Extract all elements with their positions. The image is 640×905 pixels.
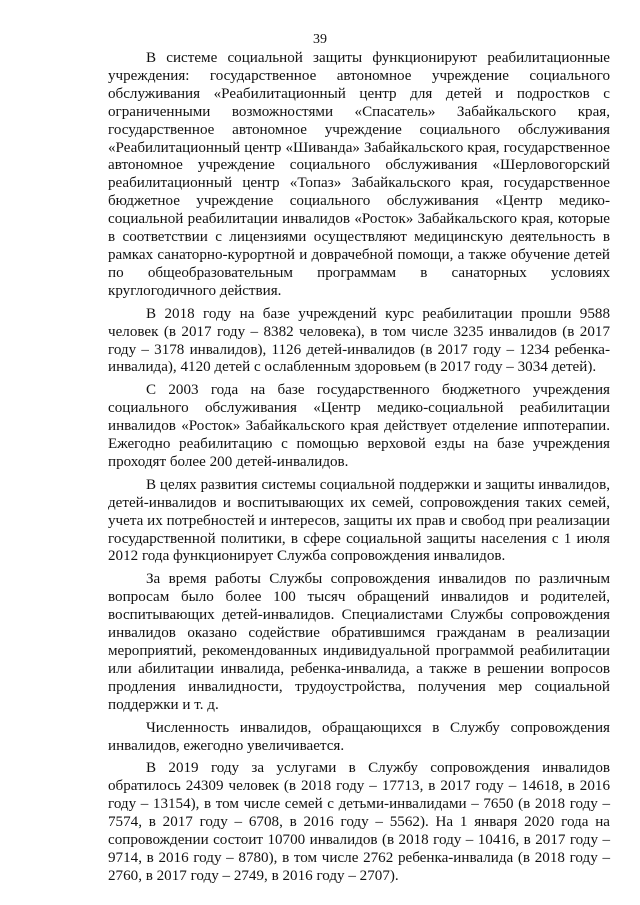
document-body <box>108 50 610 886</box>
paragraph-growth: Численность инвалидов, обращающихся в Службу сопровождения инвалидов, ежегодно увеличивается. <box>108 719 610 754</box>
paragraph-2018-rehab-stats: В 2018 году на базе учреждений курс реабилитации прошли 9588 человек (в 2017 году – 8382 человека), в том числе 3235 инвалидов (в 2017 году – 3178 инвалидов), 1126 детей-инвалидов (в 2017 году – 1234 ребенка-инвалида), 4120 детей с ослабленным здоровьем (в 2017 году – 3034 детей). <box>108 305 610 376</box>
page-number: 39 <box>313 32 327 47</box>
paragraph-2019-stats: В 2019 году за услугами в Службу сопровождения инвалидов обратилось 24309 человек (в 2018 году – 17713, в 2017 году – 14618, в 2016 году – 13154), в том числе семей с детьми-инвалидами – 7650 (в 2018 году – 7574, в 2017 году – 6708, в 2016 году – 5562). На 1 января 2020 года на сопровождении состоит 10700 инвалидов (в 2018 году – 10416, в 2017 году – 9714, в 2016 году – 8780), в том числе 2762 ребенка-инвалида (в 2018 году – 2760, в 2017 году – 2749, в 2016 году – 2707). <box>108 760 610 884</box>
paragraph-service-results: За время работы Службы сопровождения инвалидов по различным вопросам было более 100 тысяч обращений инвалидов и родителей, воспитывающих детей-инвалидов. Специалистами Службы сопровождения инвалидов оказано содействие обратившимся гражданам в реализации мероприятий, рекомендованных индивидуальной программой реабилитации или абилитации инвалида, ребенка-инвалида, а также в решении вопросов продления инвалидности, трудоустройства, получения мер социальной поддержки и т. д. <box>108 571 610 713</box>
paragraph-hippotherapy: С 2003 года на базе государственного бюджетного учреждения социального обслуживания «Центр медико-социальной реабилитации инвалидов «Росток» Забайкальского края действует отделение иппотерапии. Ежегодно реабилитацию с помощью верховой езды на базе учреждения проходят более 200 детей-инвалидов. <box>108 382 610 470</box>
paragraph-rehab-institutions: В системе социальной защиты функционируют реабилитационные учреждения: государственное автономное учреждение социального обслуживания «Реабилитационный центр для детей и подростков с ограниченными возможностями «Спасатель» Забайкальского края, государственное автономное учреждение социального обслуживания «Реабилитационный центр «Шиванда» Забайкальского края, государственное автономное учреждение социального обслуживания «Шерловогорский реабилитационный центр «Топаз» Забайкальского края, государственное бюджетное учреждение социального обслуживания «Центр медико-социальной реабилитации инвалидов «Росток» Забайкальского края, которые в соответствии с лицензиями осуществляют медицинскую деятельность в рамках санаторно-курортной и доврачебной помощи, а также обучение детей по общеобразовательным программам в санаторных условиях круглогодичного действия. <box>108 50 610 299</box>
paragraph-support-service: В целях развития системы социальной поддержки и защиты инвалидов, детей-инвалидов и воспитывающих их семей, сопровождения таких семей, учета их потребностей и интересов, защиты их прав и свобод при реализации государственной политики, в сфере социальной защиты населения с 1 июля 2012 года функционирует Служба сопровождения инвалидов. <box>108 476 610 565</box>
